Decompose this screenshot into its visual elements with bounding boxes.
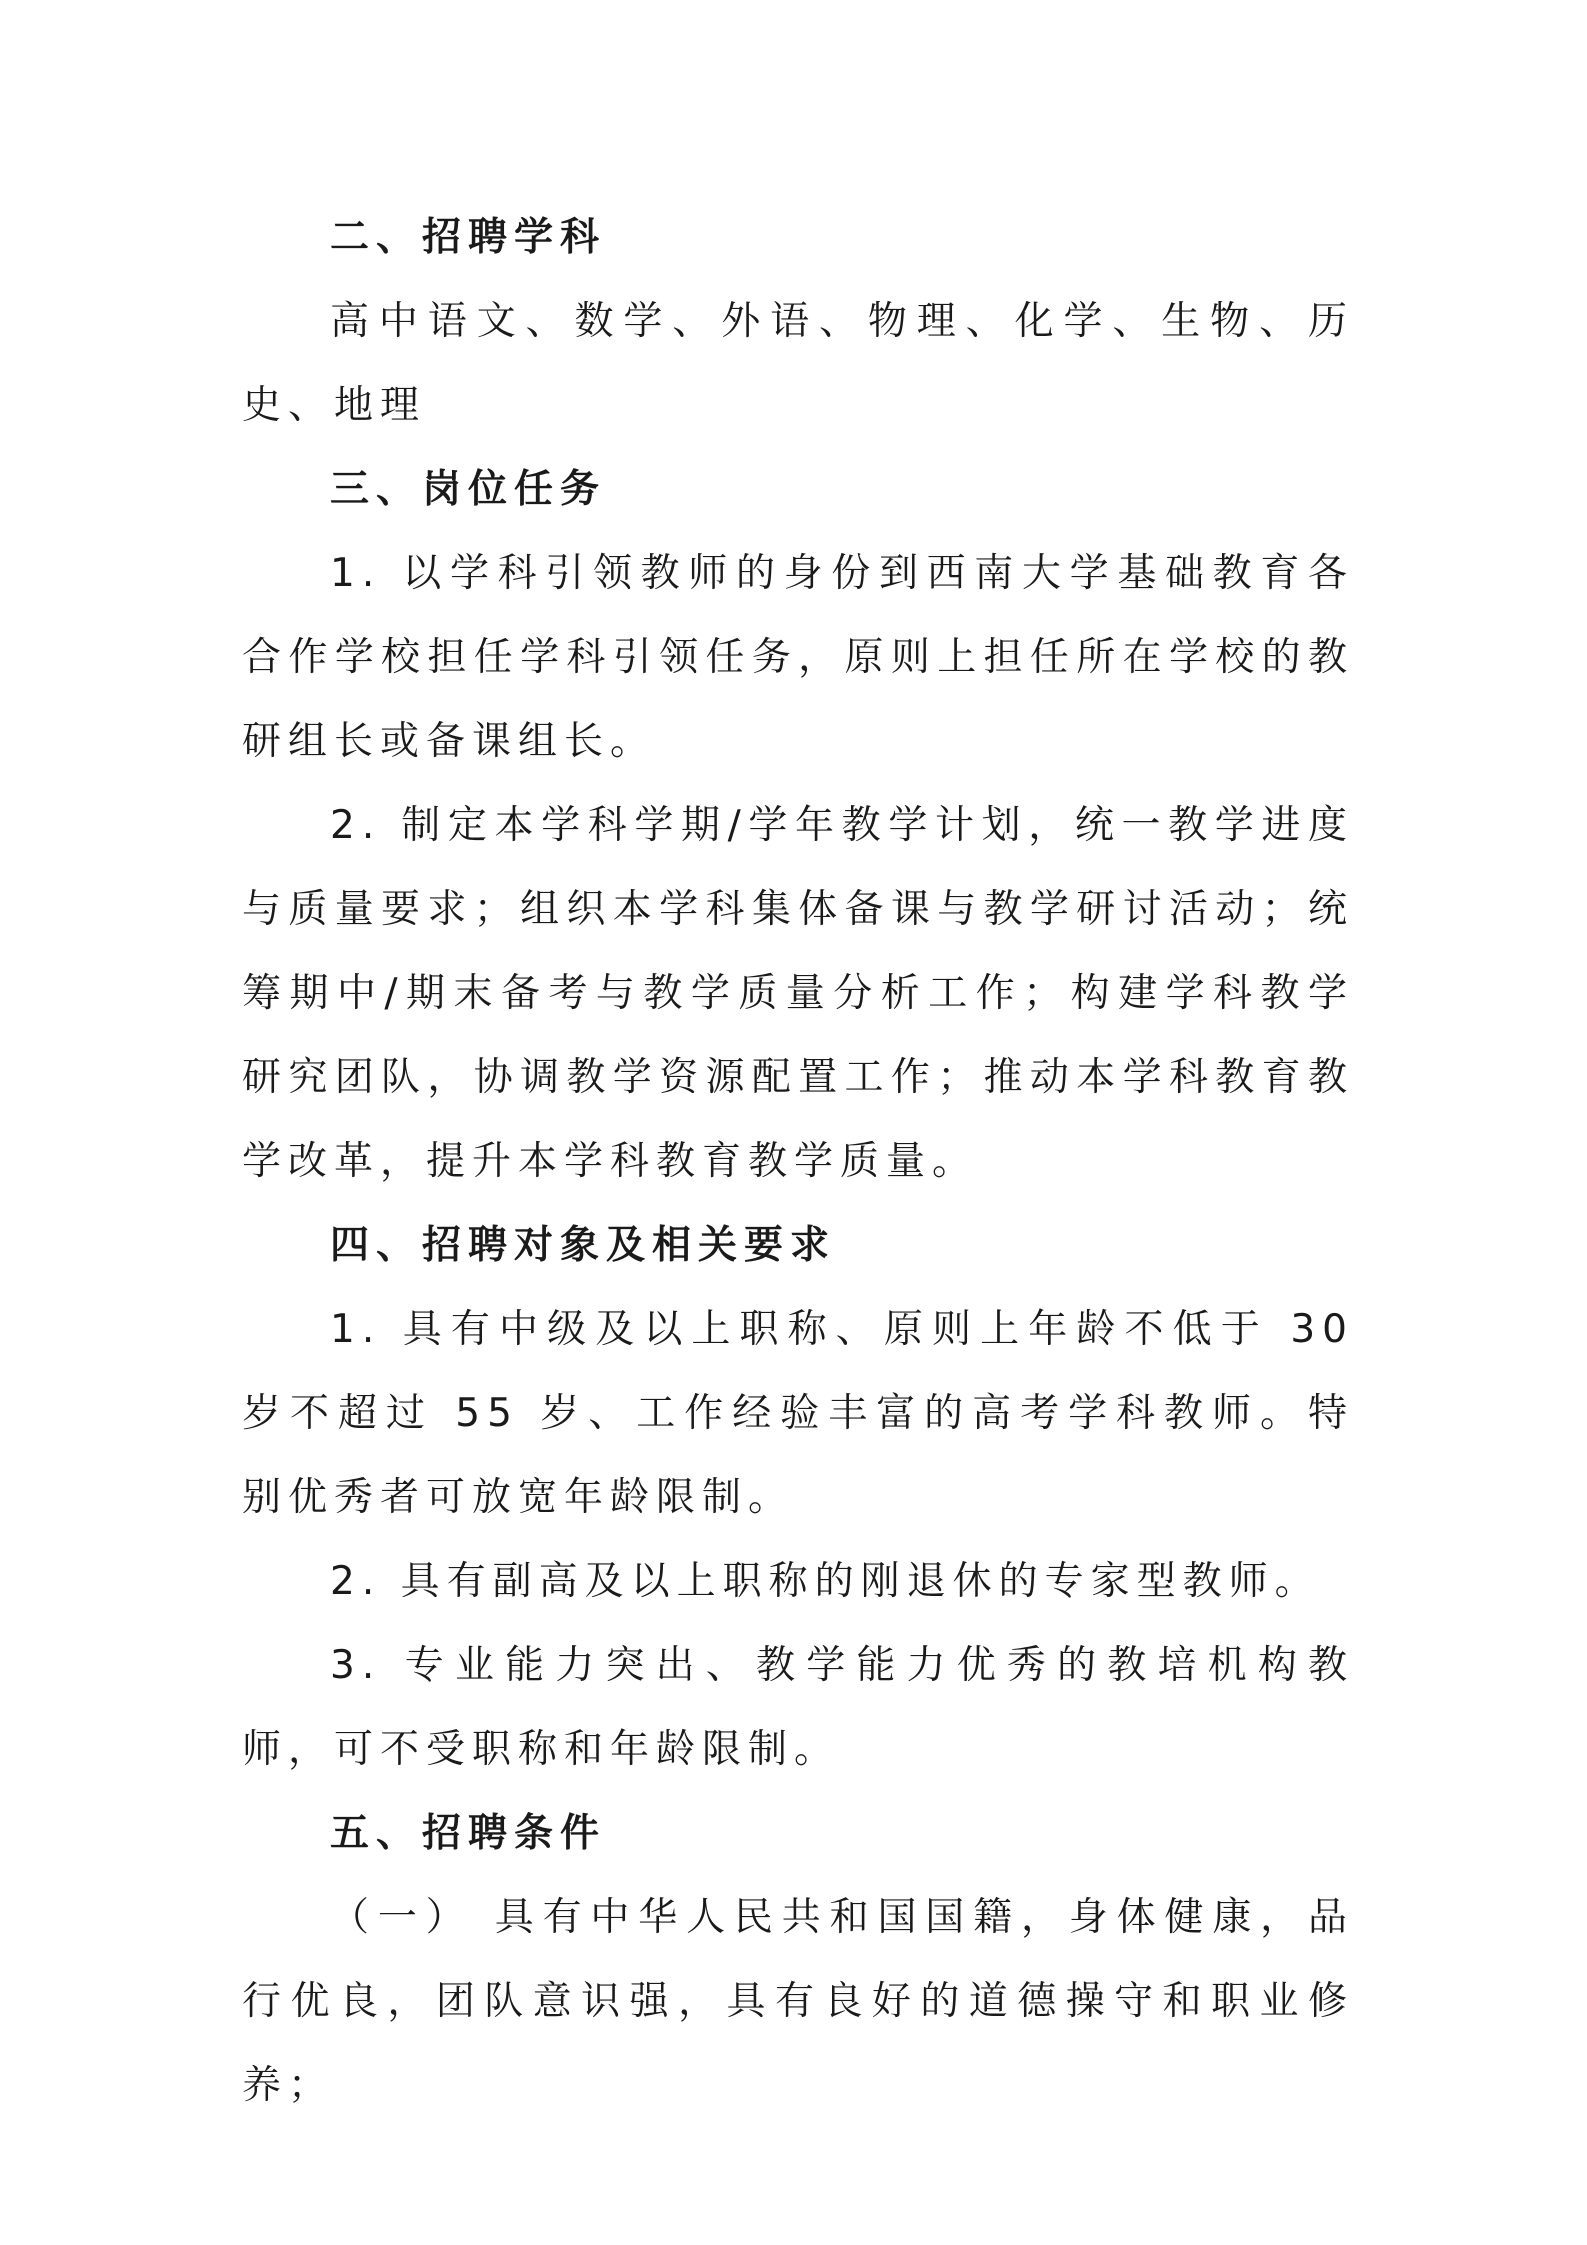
document-page bbox=[242, 196, 1354, 2128]
target-item-3: 3. 专业能力突出、教学能力优秀的教培机构教师，可不受职称和年龄限制。 bbox=[242, 1643, 1354, 1772]
duty-item-1: 1. 以学科引领教师的身份到西南大学基础教育各合作学校担任学科引领任务，原则上担任所在学校的教研组长或备课组长。 bbox=[242, 551, 1354, 764]
section-heading-duties: 三、岗位任务 bbox=[330, 467, 607, 512]
section-heading-targets: 四、招聘对象及相关要求 bbox=[330, 1223, 837, 1268]
section-heading-subjects: 二、招聘学科 bbox=[330, 215, 607, 260]
section-heading-conditions: 五、招聘条件 bbox=[330, 1811, 607, 1856]
duty-item-2: 2. 制定本学科学期/学年教学计划，统一教学进度与质量要求；组织本学科集体备课与教学研讨活动；统筹期中/期末备考与教学质量分析工作；构建学科教学研究团队，协调教学资源配置工作；推动本学科教育教学改革，提升本学科教育教学质量。 bbox=[242, 803, 1354, 1184]
target-item-2: 2. 具有副高及以上职称的刚退休的专家型教师。 bbox=[330, 1559, 1321, 1604]
subjects-list: 高中语文、数学、外语、物理、化学、生物、历史、地理 bbox=[242, 299, 1354, 428]
condition-item-1: （一） 具有中华人民共和国国籍，身体健康，品行优良，团队意识强，具有良好的道德操守和职业修养； bbox=[242, 1895, 1354, 2108]
target-item-1: 1. 具有中级及以上职称、原则上年龄不低于 30 岁不超过 55 岁、工作经验丰富的高考学科教师。特别优秀者可放宽年龄限制。 bbox=[242, 1307, 1354, 1520]
